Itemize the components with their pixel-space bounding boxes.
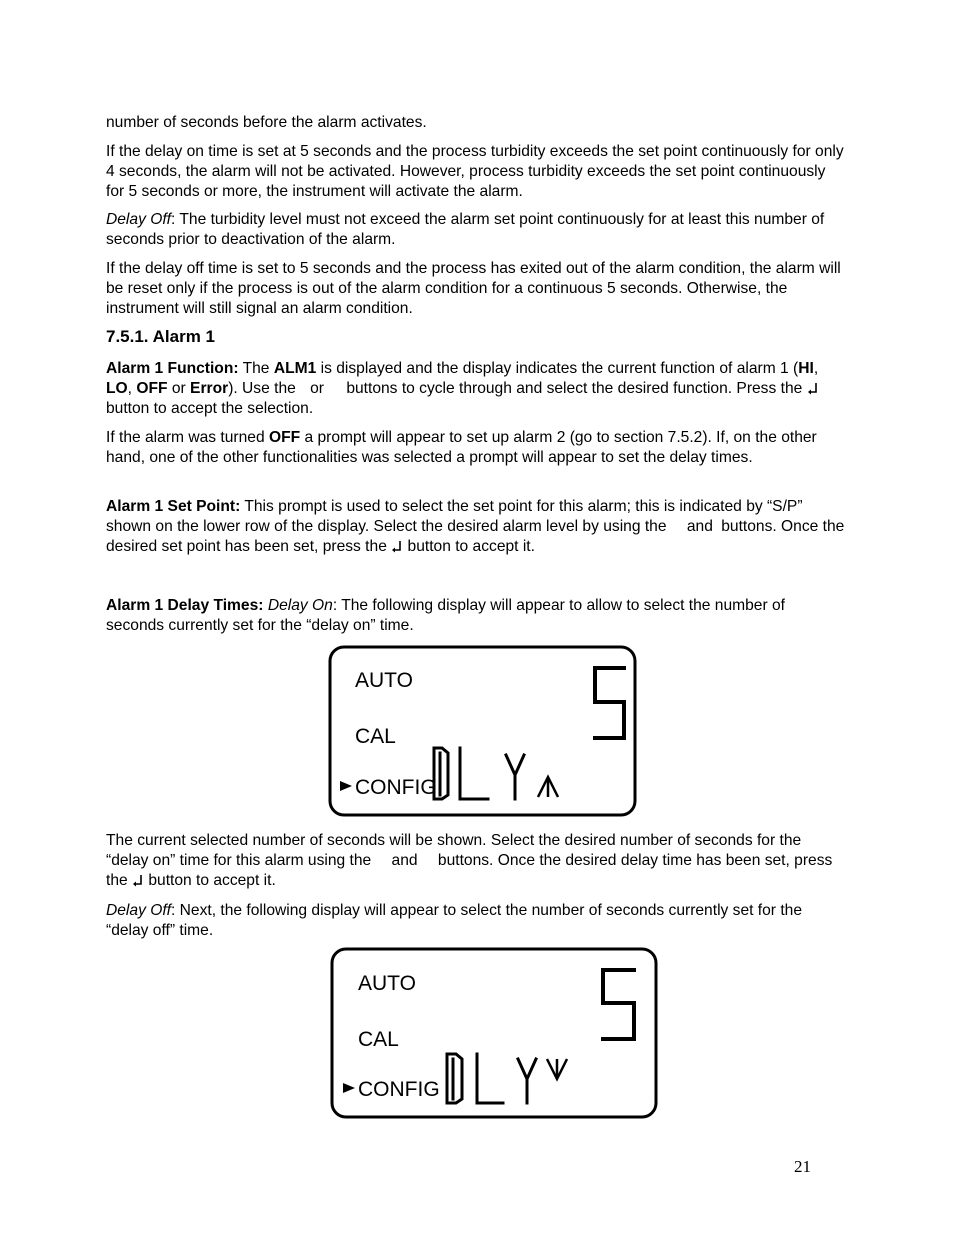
text-run: buttons to cycle through and select the desired function. Press the <box>342 379 807 397</box>
option-hi: HI <box>798 360 814 377</box>
text-run: The current selected number of seconds will be shown. Select the desired number of seconds for the “delay on” time for this alarm using the <box>106 832 802 869</box>
lcd-display-delay-off <box>330 947 660 1121</box>
enter-key-icon <box>391 540 403 554</box>
lcd-label-config: CONFIG <box>358 1078 440 1101</box>
paragraph-alarm1-function <box>106 359 846 418</box>
text-run: button to accept it. <box>144 871 276 889</box>
label-alarm1-delay-times: Alarm 1 Delay Times: <box>106 597 264 614</box>
term-delay-off: Delay Off <box>106 902 171 919</box>
text-run: This prompt is used to select the set point for this alarm; this is indicated by “S/P” shown on the lower row of the display. Select the desired alarm level by using the <box>106 498 803 535</box>
paragraph-alarm1-delay-times <box>106 596 846 636</box>
label-alarm1-function: Alarm 1 Function: <box>106 360 239 377</box>
paragraph-delay-off <box>106 210 846 250</box>
paragraph-intro <box>106 113 846 133</box>
text-run: : The following display will appear to allow to select the number of seconds currently set for the “delay on” time. <box>106 597 786 634</box>
enter-key-icon <box>807 382 819 396</box>
text-run: or <box>310 379 324 397</box>
term-delay-on: Delay On <box>267 597 333 614</box>
text-run: buttons. Once the desired delay time has been set, press the <box>106 851 833 889</box>
text-run: and <box>686 517 713 535</box>
section-heading: 7.5.1. Alarm 1 <box>106 327 215 346</box>
text-run: , <box>127 379 137 397</box>
option-error: Error <box>190 379 229 397</box>
text-run: is displayed and the display indicates the current function of alarm 1 ( <box>316 360 799 377</box>
text-run: : Next, the following display will appear to select the number of seconds currently set for the “delay off” time. <box>106 902 802 939</box>
option-lo: LO <box>106 379 128 397</box>
paragraph-alarm1-set-point <box>106 497 846 556</box>
paragraph-delay-off-display <box>106 901 846 941</box>
option-off: OFF <box>268 429 301 446</box>
text-run: button to accept the selection. <box>106 399 314 417</box>
lcd-label-auto: AUTO <box>355 669 413 692</box>
code-alm1: ALM1 <box>273 360 317 377</box>
paragraph-text: If the delay off time is set to 5 seconds and the process has exited out of the alarm condition, the alarm will be reset only if the process is out of the alarm condition for a continuous 5 seconds. Otherwise, the instrument will still signal an alarm condition. <box>106 260 841 317</box>
paragraph-delay-on-example <box>106 142 846 201</box>
paragraph-alarm-off <box>106 428 846 468</box>
term-delay-off: Delay Off <box>106 211 171 228</box>
paragraph-delay-on-select <box>106 831 846 890</box>
paragraph-text: If the delay on time is set at 5 seconds and the process turbidity exceeds the set point continuously for only 4 seconds, the alarm will not be activated. However, process turbidity exceeds the set point continuously for 5 seconds or more, the instrument will activate the alarm. <box>106 143 844 200</box>
enter-key-icon <box>132 874 144 888</box>
option-off: OFF <box>136 379 168 397</box>
paragraph-delay-off-example <box>106 259 846 318</box>
text-run: a prompt will appear to set up alarm 2 (go to section 7.5.2). If, on the other hand, one of the other functionalities was selected a prompt will appear to set the delay times. <box>106 429 817 466</box>
text-run: , <box>813 360 819 377</box>
text-run: or <box>167 379 191 397</box>
text-run: and <box>391 851 418 869</box>
text-run: The <box>238 360 274 377</box>
lcd-label-cal: CAL <box>358 1028 399 1051</box>
text-run: buttons. Once the desired set point has been set, press the <box>106 517 845 555</box>
paragraph-text: : The turbidity level must not exceed the alarm set point continuously for at least this number of seconds prior to deactivation of the alarm. <box>106 211 825 248</box>
page-number: 21 <box>794 1157 811 1176</box>
lcd-display-delay-on <box>328 645 638 818</box>
text-run: button to accept it. <box>403 537 535 555</box>
lcd-label-cal: CAL <box>355 725 396 748</box>
label-alarm1-set-point: Alarm 1 Set Point: <box>106 498 241 515</box>
lcd-label-auto: AUTO <box>358 972 416 995</box>
text-run: If the alarm was turned <box>106 429 269 446</box>
lcd-label-config: CONFIG <box>355 776 437 799</box>
paragraph-text: number of seconds before the alarm activates. <box>106 114 427 131</box>
text-run: ). Use the <box>228 379 301 397</box>
